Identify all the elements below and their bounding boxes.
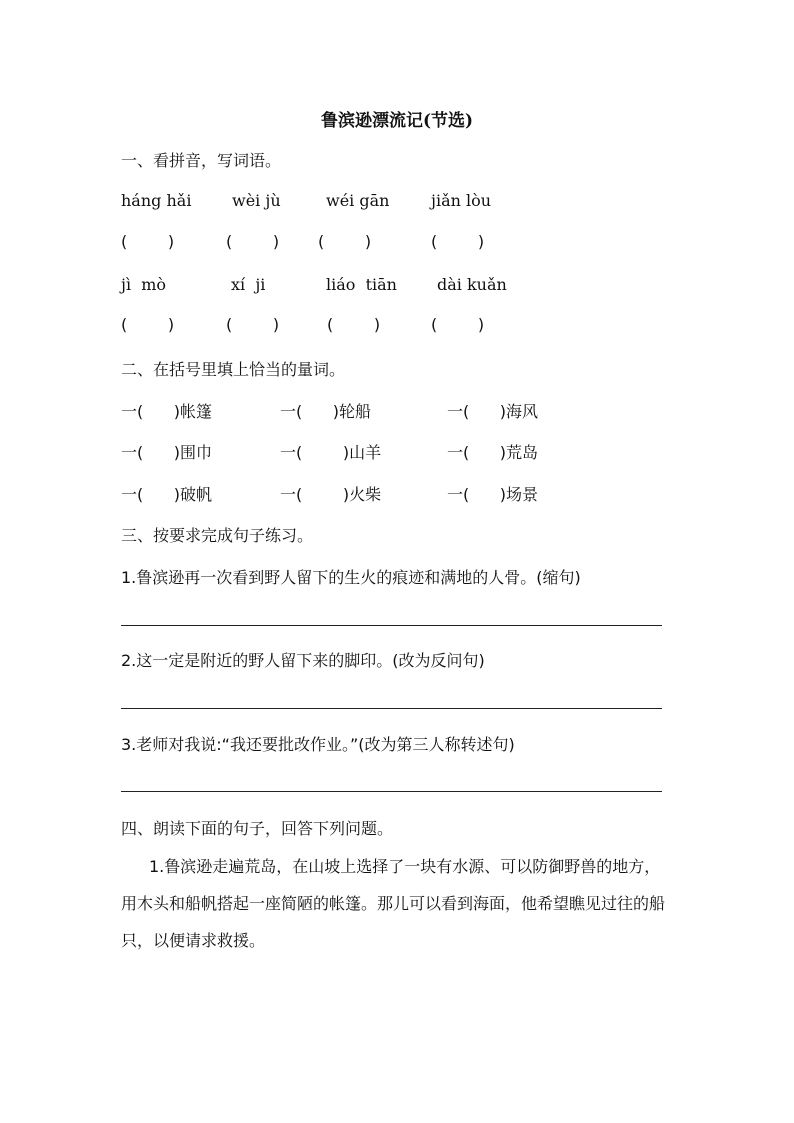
pinyin-hanghai: háng hǎi [121,191,192,210]
answer-blank: ( ) [226,315,280,334]
section3-heading: 三、按要求完成句子练习。 [121,526,314,545]
sentence-question-2: 2.这一定是附近的野人留下来的脚印。(改为反问句) [121,651,485,670]
answer-blank: ( ) [226,232,280,251]
measure-word-item: 一( )轮船 [280,402,372,421]
measure-word-item: 一( )火柴 [280,485,382,504]
pinyin-liaotian: liáo tiān [326,275,397,294]
measure-word-item: 一( )场景 [447,485,539,504]
measure-word-item: 一( )破帆 [121,485,213,504]
answer-blank: ( ) [431,232,485,251]
section1-heading: 一、看拼音，写词语。 [121,151,282,170]
pinyin-jianlou: jiǎn lòu [431,191,492,210]
reading-paragraph: 1.鲁滨逊走遍荒岛，在山坡上选择了一块有水源、可以防御野兽的地方，用木头和船帆搭起一座简陋的帐篷。那儿可以看到海面，他希望瞧见过往的船只，以便请求救援。 [121,857,666,950]
answer-blank: ( ) [318,232,372,251]
answer-blank: ( ) [121,315,175,334]
section4-heading: 四、朗读下面的句子，回答下列问题。 [121,819,394,838]
measure-word-item: 一( )荒岛 [447,443,539,462]
measure-word-item: 一( )山羊 [280,443,382,462]
pinyin-jimo: jì mò [121,275,167,294]
answer-blank: ( ) [121,232,175,251]
measure-word-item: 一( )海风 [447,402,539,421]
sentence-question-3: 3.老师对我说:“我还要批改作业。”(改为第三人称转述句) [121,735,515,754]
pinyin-xiji: xí ji [231,275,266,294]
pinyin-weiju: wèi jù [232,191,281,210]
sentence-question-1: 1.鲁滨逊再一次看到野人留下的生火的痕迹和满地的人骨。(缩句) [121,568,581,587]
answer-line [121,625,662,626]
answer-blank: ( ) [431,315,485,334]
page-title: 鲁滨逊漂流记(节选) [320,111,474,131]
pinyin-daikuan: dài kuǎn [437,275,507,294]
answer-line [121,791,662,792]
section2-heading: 二、在括号里填上恰当的量词。 [121,360,346,379]
measure-word-item: 一( )帐篷 [121,402,213,421]
answer-line [121,708,662,709]
measure-word-item: 一( )围巾 [121,443,213,462]
pinyin-weigan: wéi gān [326,191,390,210]
answer-blank: ( ) [327,315,381,334]
